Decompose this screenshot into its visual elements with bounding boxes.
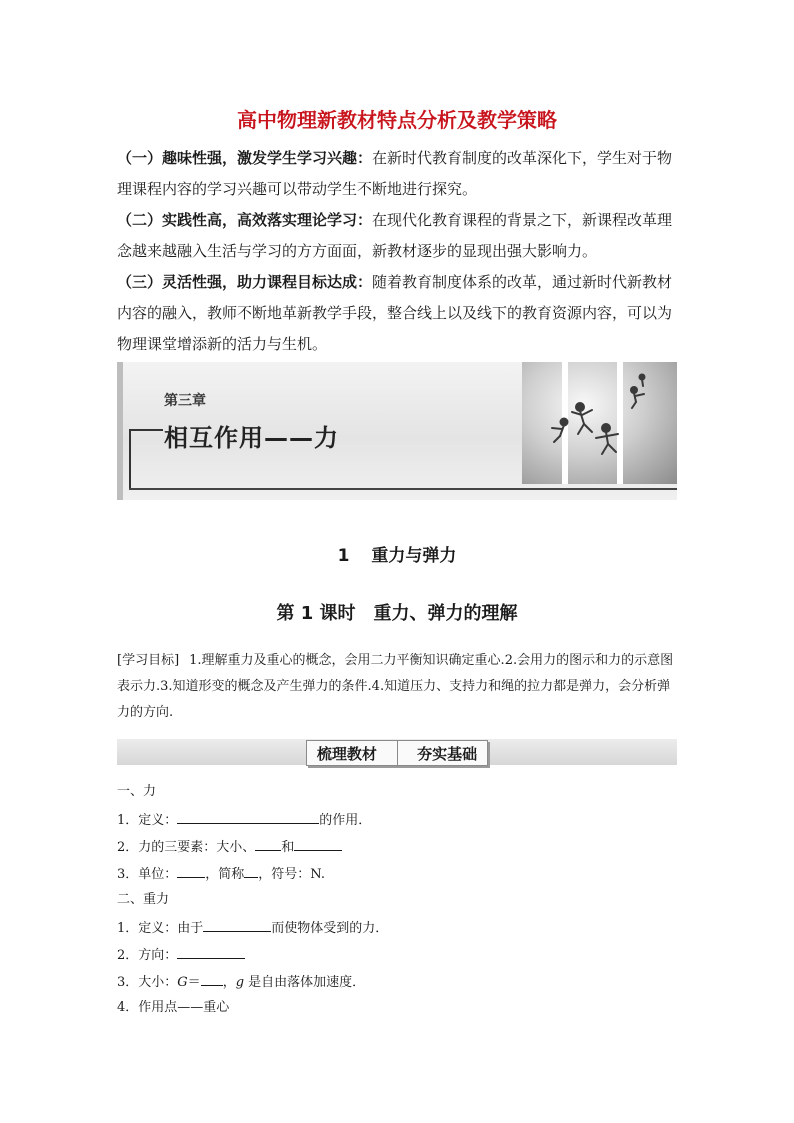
fill-blank [294,836,342,851]
force-unit-line [117,863,325,883]
divider-right-label: 夯实基础 [417,744,478,763]
intro-heading-2: （二）实践性高，高效落实理论学习： [117,211,373,229]
banner-bracket-horizontal [129,429,163,431]
variable-g-upper: G [177,975,188,990]
intro-text-3: 随着教育制度体系的改革，通过新时代新教材内容的融入，教师不断地革新教学手段，整合线上以及线下的教育资源内容，可以为物理课堂增添新的活力与生机。 [117,273,673,353]
chapter-title: 相互作用——力 [164,424,339,452]
intro-paragraph-2 [117,205,677,267]
intro-heading-1: （一）趣味性强，激发学生学习兴趣： [117,149,373,167]
fill-blank [177,809,319,824]
skydivers-figures [522,362,677,484]
fill-blank [203,917,271,932]
line-prefix: 3．大小： [117,975,178,990]
lesson-title: 第 1 课时 重力、弹力的理解 [276,603,518,624]
line-suffix: ，符号：N. [258,867,325,882]
line-prefix: 2．方向： [117,948,178,963]
heading-gravity: 二、重力 [117,892,170,907]
gravity-definition-line [117,917,388,937]
gravity-center-line: 4．作用点——重心 [117,1000,230,1015]
banner-bracket-vertical [129,429,131,489]
fill-blank [177,863,205,878]
intro-text-1: 在新时代教育制度的改革深化下，学生对于物理课程内容的学习兴趣可以带动学生不断地进行探究。 [117,149,673,198]
line-mid: ， [222,975,236,990]
intro-text-2: 在现代化教育课程的背景之下，新课程改革理念越来越融入生活与学习的方方面面，新教材逐步的显现出强大影响力。 [117,211,673,260]
gravity-direction-line [117,944,245,964]
line-suffix: 而使物体受到的力． [271,921,389,936]
goals-text: 1.理解重力及重心的概念，会用二力平衡知识确定重心.2.会用力的图示和力的示意图表示力.3.知道形变的概念及产生弹力的条件.4.知道压力、支持力和绳的拉力都是弹力，会分析弹力的方向. [117,653,674,720]
variable-g-lower: g [235,975,245,990]
gravity-magnitude-line [117,971,365,991]
skydivers-photo [522,362,677,484]
intro-heading-3: （三）灵活性强，助力课程目标达成： [117,273,373,291]
chapter-banner [117,362,677,500]
fill-blank [244,863,258,878]
intro-paragraph-3 [117,267,677,360]
section-number: 1 [337,546,350,566]
line-suffix: 是自由落体加速度． [244,975,366,990]
equals-sign: ＝ [187,975,201,990]
line-prefix: 2．力的三要素：大小、 [117,840,256,855]
banner-left-bar [117,362,123,500]
document-title: 高中物理新教材特点分析及教学策略 [237,108,557,132]
intro-paragraphs [117,143,677,360]
line-mid: ，简称 [205,867,245,882]
chapter-number: 第三章 [164,393,206,409]
learning-goals [117,648,677,726]
line-prefix: 3．单位： [117,867,178,882]
intro-paragraph-1 [117,143,677,205]
line-mid: 和 [281,840,295,855]
divider-separator [397,741,398,765]
force-definition-line [117,809,371,829]
fill-blank [201,971,223,986]
divider-left-label: 梳理教材 [316,744,377,763]
fill-blank [177,944,245,959]
section-title: 重力与弹力 [371,546,457,566]
section-divider-label [306,740,488,766]
line-prefix: 1．定义： [117,813,178,828]
goals-label: [学习目标] [117,653,180,668]
section-heading [0,541,794,566]
line-prefix: 1．定义：由于 [117,921,204,936]
line-suffix: 的作用． [319,813,372,828]
heading-force: 一、力 [117,784,157,799]
banner-bottom-line [129,488,677,490]
fill-blank [255,836,281,851]
force-elements-line [117,836,342,856]
